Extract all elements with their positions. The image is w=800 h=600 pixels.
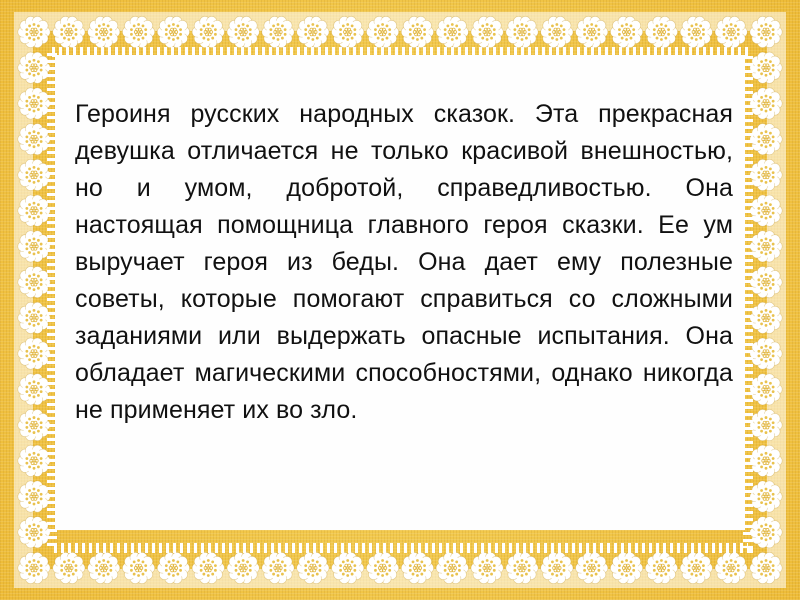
lace-flower <box>436 16 468 47</box>
lace-flower <box>122 16 154 47</box>
lace-flower <box>18 52 50 83</box>
lace-flower <box>192 16 224 47</box>
lace-flower <box>18 231 50 262</box>
lace-flower <box>750 338 782 369</box>
lace-flower <box>366 16 398 47</box>
lace-flower <box>18 195 50 226</box>
lace-flower <box>750 552 782 583</box>
lace-flower <box>750 374 782 405</box>
lace-flower <box>506 552 538 583</box>
lace-flower <box>401 16 433 47</box>
lace-flower <box>262 552 294 583</box>
lace-flower <box>18 159 50 190</box>
lace-flower <box>750 481 782 512</box>
lace-flower <box>645 552 677 583</box>
lace-flower <box>227 552 259 583</box>
lace-flower <box>610 552 642 583</box>
lace-flower <box>297 552 329 583</box>
lace-flower <box>750 52 782 83</box>
lace-flower <box>227 16 259 47</box>
lace-flower <box>541 16 573 47</box>
lace-flower <box>18 338 50 369</box>
lace-flower <box>18 266 50 297</box>
lace-flower <box>88 16 120 47</box>
lace-flower <box>18 374 50 405</box>
lace-flower <box>18 88 50 119</box>
lace-flower <box>18 517 50 548</box>
lace-flower <box>401 552 433 583</box>
lace-flower <box>18 481 50 512</box>
lace-flower <box>750 231 782 262</box>
lace-flower <box>750 159 782 190</box>
lace-flower <box>750 16 782 47</box>
lace-flower <box>610 16 642 47</box>
lace-flower <box>157 16 189 47</box>
lace-flower <box>157 552 189 583</box>
lace-flower <box>122 552 154 583</box>
lace-flower <box>332 16 364 47</box>
lace-flower <box>715 552 747 583</box>
lace-flower <box>366 552 398 583</box>
lace-flower <box>262 16 294 47</box>
lace-flower <box>471 552 503 583</box>
lace-flower <box>576 552 608 583</box>
lace-flower <box>332 552 364 583</box>
body-paragraph: Героиня русских народных сказок. Эта прекрасная девушка отличается не только красивой внешностью, но и умом, добротой, справедливостью. Она настоящая помощница главного героя сказки. Ее ум выручает героя из беды. Она дает ему полезные советы, которые помогают справиться со сложными заданиями или выдержать опасные испытания. Она обладает магическими способностями, однако никогда не применяет их во зло. <box>75 100 733 424</box>
lace-flower <box>576 16 608 47</box>
lace-flower <box>750 517 782 548</box>
lace-flower <box>750 195 782 226</box>
lace-flower <box>53 16 85 47</box>
lace-flower <box>53 552 85 583</box>
lace-flower <box>750 266 782 297</box>
lace-flower <box>18 302 50 333</box>
lace-flower <box>18 552 50 583</box>
lace-flower <box>750 88 782 119</box>
lace-flower <box>192 552 224 583</box>
lace-flower <box>18 124 50 155</box>
lace-flower <box>436 552 468 583</box>
lace-flower <box>750 124 782 155</box>
lace-flower <box>297 16 329 47</box>
lace-flower <box>506 16 538 47</box>
lace-flower <box>715 16 747 47</box>
lace-flower <box>18 409 50 440</box>
lace-flower <box>680 552 712 583</box>
lace-flower <box>680 16 712 47</box>
lace-flower <box>541 552 573 583</box>
lace-flower <box>750 409 782 440</box>
lace-flower <box>88 552 120 583</box>
lace-flower <box>750 302 782 333</box>
lace-flower <box>750 445 782 476</box>
lace-flower <box>18 445 50 476</box>
lace-flower <box>471 16 503 47</box>
lace-flower <box>645 16 677 47</box>
lace-flower <box>18 16 50 47</box>
